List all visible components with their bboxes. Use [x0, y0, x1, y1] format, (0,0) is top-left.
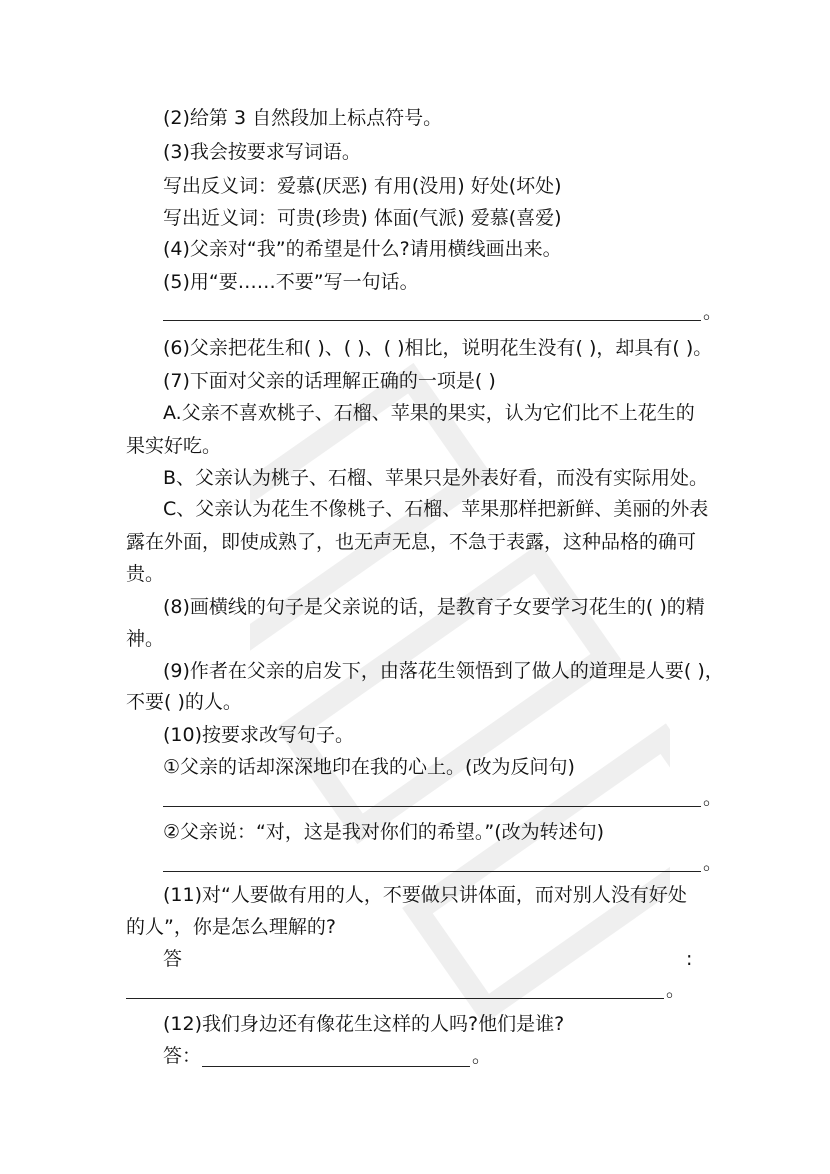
question-10-1: ①父亲的话却深深地印在我的心上。(改为反问句) [163, 756, 575, 778]
answer-blank-q10-2[interactable] [163, 871, 701, 872]
watermark [250, 330, 670, 1090]
answer-blank-q11[interactable] [126, 998, 664, 999]
colon-q11: : [686, 948, 693, 970]
question-11-line-2: 的人”，你是怎么理解的? [126, 916, 336, 938]
question-4: (4)父亲对“我”的希望是什么?请用横线画出来。 [163, 238, 562, 260]
answer-label-q11: 答 [163, 948, 183, 970]
period-q11: 。 [666, 979, 686, 1001]
option-b: B、父亲认为桃子、石榴、苹果只是外表好看，而没有实际用处。 [163, 467, 709, 489]
question-9-line-1: (9)作者在父亲的启发下，由落花生领悟到了做人的道理是人要( )， [163, 660, 724, 682]
option-c-line-3: 贵。 [126, 563, 165, 585]
question-10-2: ②父亲说：“对，这是我对你们的希望。”(改为转述句) [163, 821, 605, 843]
question-10: (10)按要求改写句子。 [163, 724, 355, 746]
question-3: (3)我会按要求写词语。 [163, 141, 361, 163]
question-2: (2)给第 3 自然段加上标点符号。 [163, 107, 443, 129]
question-3-antonyms: 写出反义词：爱慕(厌恶) 有用(没用) 好处(坏处) [163, 175, 562, 197]
question-12: (12)我们身边还有像花生这样的人吗?他们是谁? [163, 1013, 565, 1035]
question-9-line-2: 不要( )的人。 [126, 691, 242, 713]
answer-label-q12: 答： [163, 1045, 202, 1067]
option-c-line-2: 露在外面，即使成熟了，也无声无息，不急于表露，这种品格的确可 [126, 531, 697, 553]
question-7: (7)下面对父亲的话理解正确的一项是( ) [163, 370, 496, 392]
question-6: (6)父亲把花生和( )、( )、( )相比，说明花生没有( )，却具有( )。 [163, 337, 713, 359]
question-11-line-1: (11)对“人要做有用的人，不要做只讲体面，而对别人没有好处 [163, 884, 687, 906]
question-3-synonyms: 写出近义词：可贵(珍贵) 体面(气派) 爱慕(喜爱) [163, 207, 562, 229]
period-q12: 。 [472, 1045, 492, 1067]
option-c-line-1: C、父亲认为花生不像桃子、石榴、苹果那样把新鲜、美丽的外表 [163, 498, 709, 520]
question-5: (5)用“要……不要”写一句话。 [163, 271, 419, 293]
option-a-line-2: 果实好吃。 [126, 435, 222, 457]
option-a-line-1: A.父亲不喜欢桃子、石榴、苹果的果实，认为它们比不上花生的 [163, 402, 695, 424]
period-q5: 。 [703, 301, 723, 323]
answer-blank-q12[interactable] [202, 1066, 470, 1067]
question-8-line-2: 神。 [126, 628, 165, 650]
period-q10-2: 。 [703, 852, 723, 874]
answer-blank-q10-1[interactable] [163, 806, 701, 807]
question-8-line-1: (8)画横线的句子是父亲说的话，是教育子女要学习花生的( )的精 [163, 596, 705, 618]
answer-blank-q5[interactable] [163, 320, 701, 321]
period-q10-1: 。 [703, 787, 723, 809]
